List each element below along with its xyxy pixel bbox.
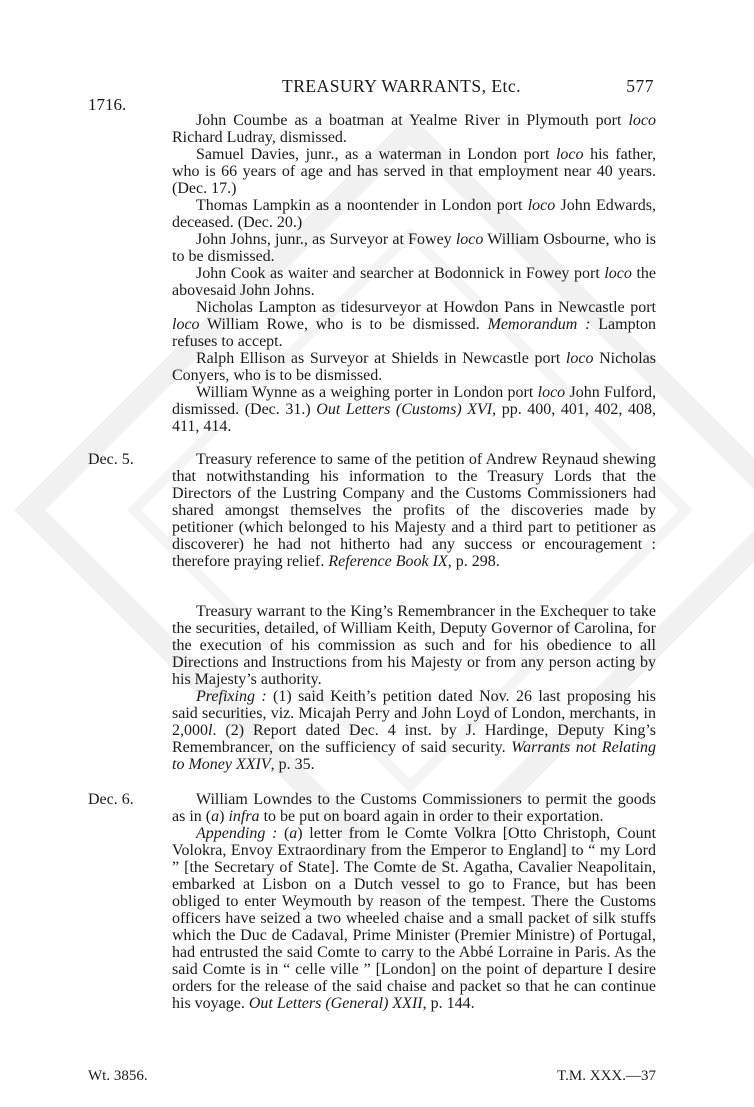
- paragraph: William Lowndes to the Customs Commissioners to permit the goods as in (a) infra to be put on board again in order to their exportation.: [172, 791, 656, 825]
- appointments-block: [172, 112, 656, 435]
- paragraph: John Johns, junr., as Surveyor at Fowey loco William Osbourne, who is to be dismissed.: [172, 231, 657, 265]
- margin-date: Dec. 6.: [88, 791, 134, 808]
- margin-date: Dec. 5.: [88, 451, 134, 468]
- running-head: [282, 76, 654, 97]
- paragraph: Samuel Davies, junr., as a waterman in London port loco his father, who is 66 years of age and has served in that employment near 40 years. (Dec. 17.): [172, 146, 656, 197]
- paragraph: William Wynne as a weighing porter in London port loco John Fulford, dismissed. (Dec. 31.) Out Letters (Customs) XVI, pp. 400, 401, 402, 408, 411, 414.: [172, 384, 656, 435]
- paragraph: John Coumbe as a boatman at Yealme River in Plymouth port loco Richard Ludray, dismissed.: [172, 112, 656, 146]
- footer-signature: T.M. XXX.—37: [557, 1068, 656, 1084]
- running-title: TREASURY WARRANTS, Etc.: [282, 76, 522, 96]
- paragraph: Thomas Lampkin as a noontender in London port loco John Edwards, deceased. (Dec. 20.): [172, 197, 656, 231]
- warrant-block: [172, 603, 656, 773]
- paragraph: John Cook as waiter and searcher at Bodonnick in Fowey port loco the abovesaid John Johns.: [172, 265, 657, 299]
- paragraph: Treasury reference to same of the petition of Andrew Reynaud shewing that notwithstanding his information to the Treasury Lords that the Directors of the Lustring Company and the Customs Commissioners had shared amongst themselves the profits of the discoveries made by petitioner (which belonged to his Majesty and a third part to petitioner as discoverer) he had not hitherto had any success or encouragement : therefore praying relief. Reference Book IX, p. 298.: [172, 451, 656, 570]
- letter-block: [172, 791, 656, 1012]
- margin-year: 1716.: [88, 95, 127, 114]
- paragraph: Ralph Ellison as Surveyor at Shields in Newcastle port loco Nicholas Conyers, who is to be dismissed.: [172, 350, 656, 384]
- footer-print-code: Wt. 3856.: [88, 1068, 148, 1084]
- paragraph: Prefixing : (1) said Keith’s petition dated Nov. 26 last proposing his said securities, viz. Micajah Perry and John Loyd of London, merchants, in 2,000l. (2) Report dated Dec. 4 inst. by J. Hardinge, Deputy King’s Remembrancer, on the sufficiency of said security. Warrants not Relating to Money XXIV, p. 35.: [172, 688, 657, 773]
- paragraph: Treasury warrant to the King’s Remembrancer in the Exchequer to take the securities, detailed, of William Keith, Deputy Governor of Carolina, for the execution of his commission as such and for his obedience to all Directions and Instructions from his Majesty or from any person acting by his Majesty’s authority.: [172, 603, 656, 688]
- reference-block: [172, 451, 656, 570]
- paragraph: Appending : (a) letter from le Comte Volkra [Otto Christoph, Count Volokra, Envoy Extraordinary from the Emperor to England] to “ my Lord ” [the Secretary of State]. The Comte de St. Agatha, Cavalier Neapolitain, embarked at Lisbon on a Dutch vessel to go to France, but has been obliged to enter Weymouth by reason of the tempest. There the Customs officers have seized a two wheeled chaise and a small packet of silk stuffs which the Duc de Cadaval, Prime Minister (Premier Ministre) of Portugal, had entrusted the said Comte to carry to the Abbé Lorraine in Paris. As the said Comte is in “ celle ville ” [London] on the point of departure I desire orders for the release of the said chaise and packet so that he can continue his voyage. Out Letters (General) XXII, p. 144.: [172, 825, 657, 1012]
- page-number: 577: [626, 76, 654, 96]
- paragraph: Nicholas Lampton as tidesurveyor at Howdon Pans in Newcastle port loco William Rowe, who is to be dismissed. Memorandum : Lampton refuses to accept.: [172, 299, 657, 350]
